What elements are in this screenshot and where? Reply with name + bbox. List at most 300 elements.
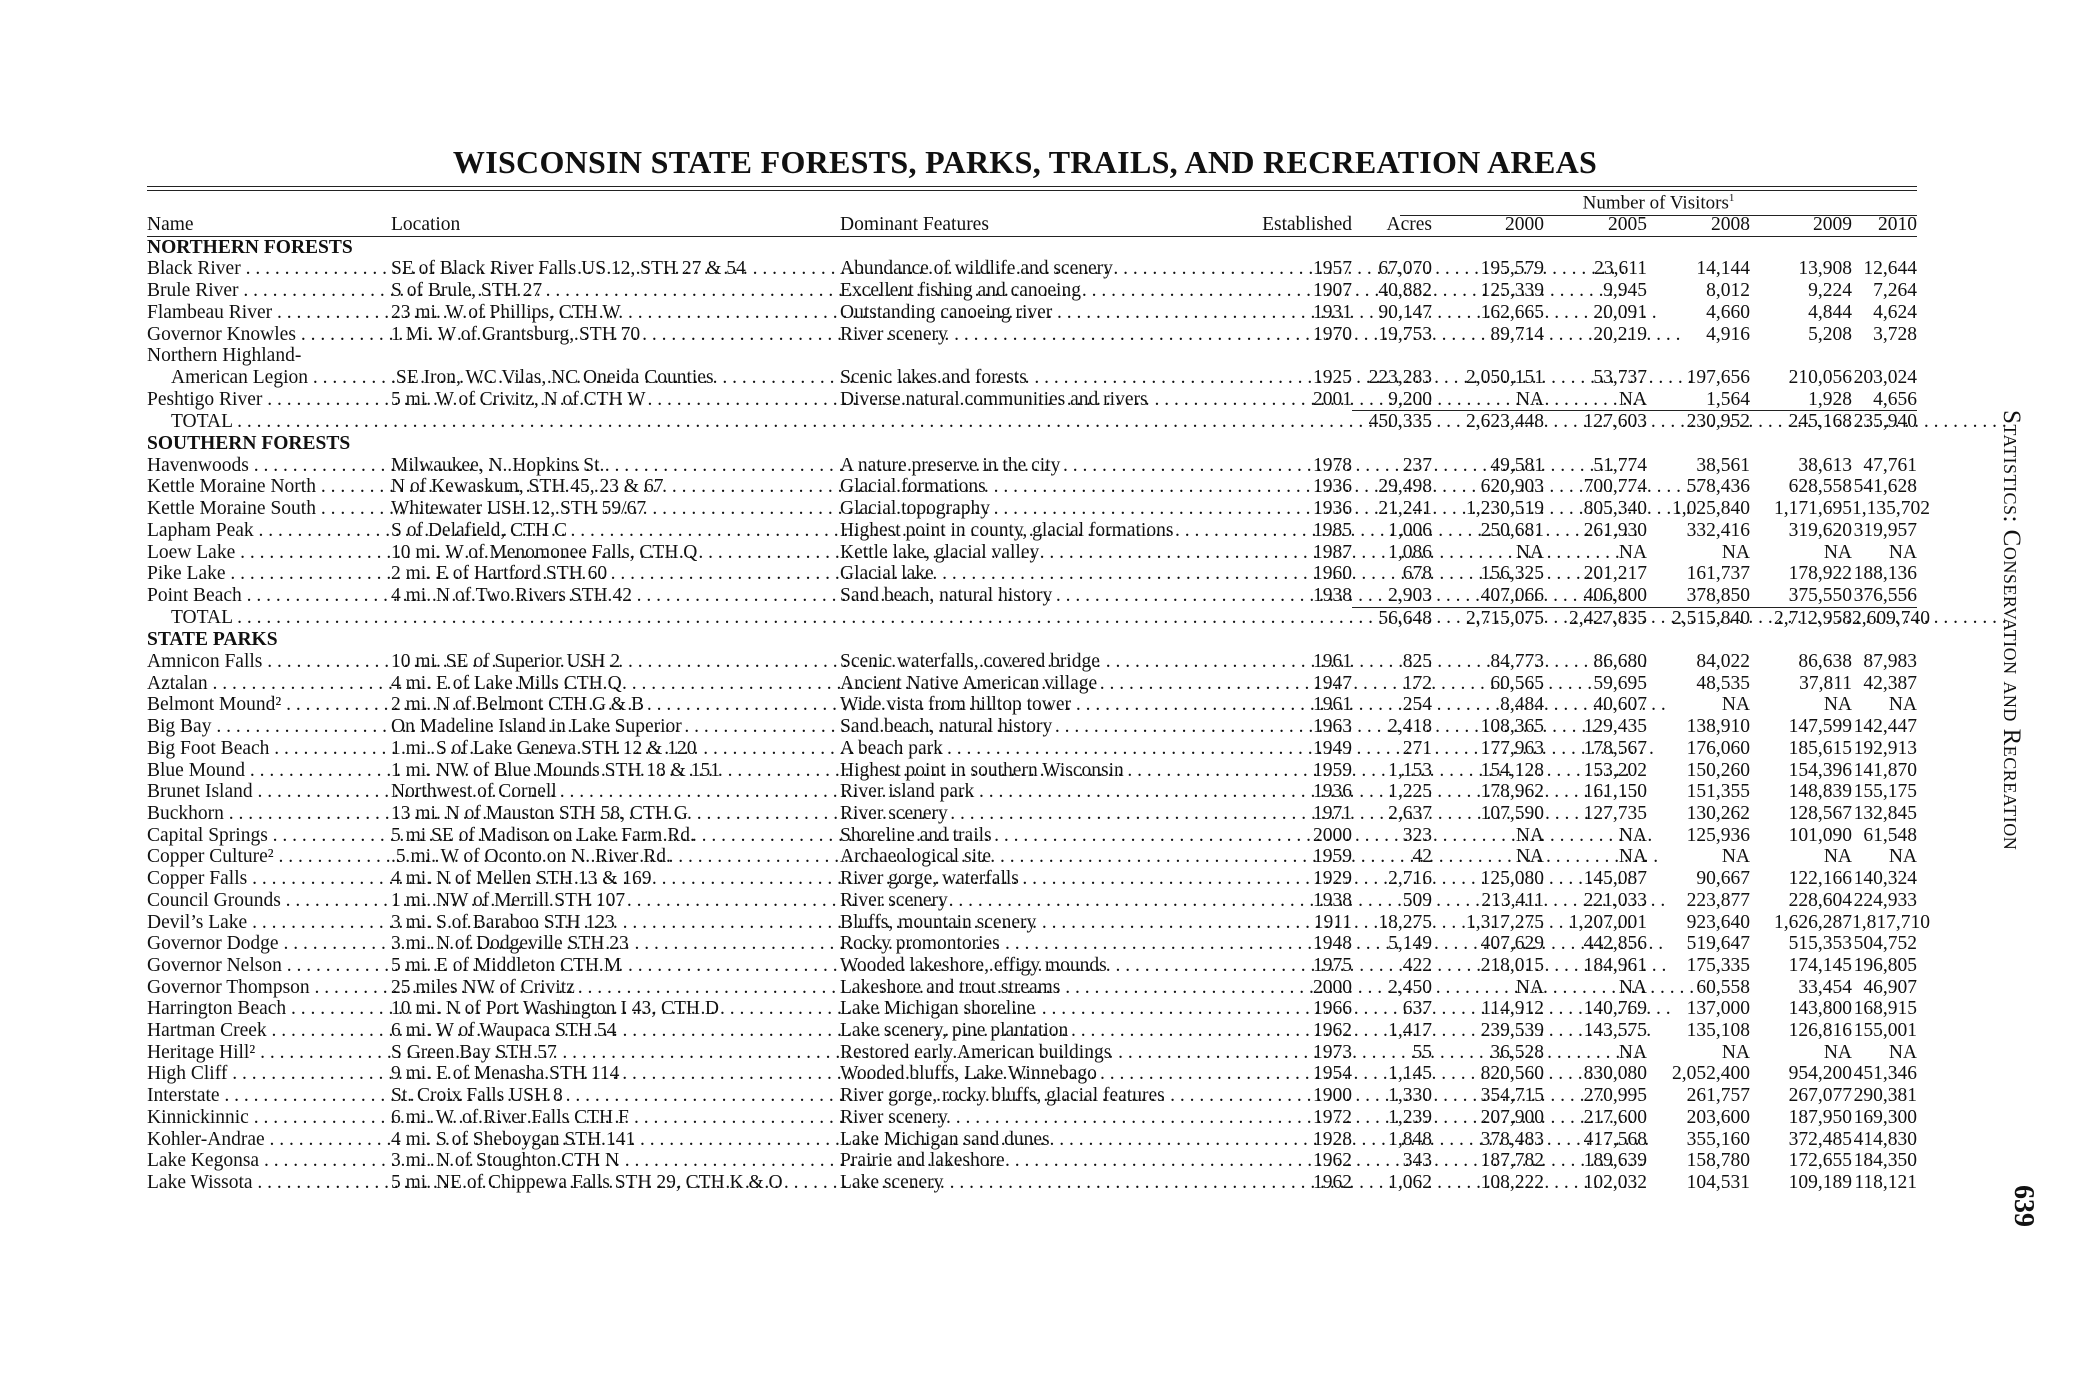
- table-row: [147, 673, 1917, 695]
- cell-acres: 2,637: [1388, 802, 1432, 824]
- cell-acres: 237: [1402, 454, 1432, 476]
- area-name-text: Northern Highland-: [147, 345, 302, 367]
- cell-v2005: 23,611: [1594, 258, 1647, 280]
- cell-v2000: 378,483: [1480, 1128, 1544, 1150]
- area-name-text: Kohler-Andrae . . .: [147, 1129, 1649, 1150]
- cell-v2008: 38,561: [1696, 454, 1750, 476]
- area-name-text: Harrington Beach . . .: [147, 998, 1671, 1019]
- total-v2009: 245,168: [1788, 411, 1852, 433]
- cell-v2000: 162,665: [1480, 301, 1544, 323]
- cell-location: 4 mi. N of Mellen STH 13 & 169: [391, 868, 652, 890]
- area-name: [147, 738, 391, 760]
- cell-v2008: 150,260: [1686, 759, 1750, 781]
- cell-location: 3 mi. N of Stoughton CTH N: [391, 1150, 620, 1172]
- cell-v2010: 87,983: [1863, 651, 1917, 673]
- cell-v2005: NA: [1618, 541, 1647, 563]
- cell-features: Rocky promontories: [840, 933, 1000, 955]
- cell-v2000: NA: [1515, 824, 1544, 846]
- table-row: [147, 760, 1917, 782]
- area-name: [147, 280, 391, 302]
- total-row: [147, 607, 1917, 629]
- cell-v2010: 61,548: [1863, 824, 1917, 846]
- area-name-text: Belmont Mound² . . .: [147, 694, 1666, 715]
- area-name: [147, 389, 391, 411]
- cell-v2005: 127,735: [1583, 802, 1647, 824]
- cell-v2005: NA: [1618, 976, 1647, 998]
- cell-v2005: 140,769: [1583, 998, 1647, 1020]
- cell-v2010: 224,933: [1853, 889, 1917, 911]
- cell-v2005: NA: [1618, 1041, 1647, 1063]
- cell-acres: [1352, 345, 1432, 367]
- cell-location: 13 mi. N of Mauston STH 58, CTH G: [391, 802, 688, 824]
- cell-established: 1971: [1313, 802, 1352, 824]
- cell-v2009: [1750, 345, 1852, 367]
- cell-v2008: 48,535: [1696, 672, 1750, 694]
- cell-acres: 5,149: [1388, 933, 1432, 955]
- cell-v2000: NA: [1515, 976, 1544, 998]
- cell-v2010: 155,001: [1853, 1020, 1917, 1042]
- recreation-areas-table: [147, 214, 1930, 1194]
- cell-v2000: 49,581: [1490, 454, 1544, 476]
- cell-v2010: 192,913: [1853, 737, 1917, 759]
- cell-v2000: 108,365: [1480, 716, 1544, 738]
- cell-v2000: 178,962: [1480, 781, 1544, 803]
- cell-acres: 1,225: [1388, 781, 1432, 803]
- col-header-2005: 2005: [1544, 214, 1647, 236]
- cell-established: 1949: [1313, 737, 1352, 759]
- cell-features: River scenery: [840, 323, 948, 345]
- cell-location: 1 Mi. W of Grantsburg, STH 70: [391, 323, 641, 345]
- cell-acres: 1,006: [1388, 519, 1432, 541]
- cell-location: .SE Iron, WC Vilas, NC Oneida Counties: [391, 366, 714, 388]
- total-v2010: 2,609,740: [1852, 607, 1930, 629]
- cell-v2005: NA: [1544, 389, 1647, 411]
- cell-established: 1962: [1313, 1171, 1352, 1193]
- cell-features: Excellent fishing and canoeing: [840, 280, 1081, 302]
- cell-acres: 1,062: [1388, 1171, 1432, 1193]
- area-name-text: American Legion . . .: [171, 367, 1693, 388]
- area-name: [147, 825, 391, 847]
- cell-location: 4 mi. E of Lake Mills CTH Q: [391, 672, 622, 694]
- cell-v2010: 188,136: [1853, 563, 1917, 585]
- cell-v2008: 1,025,840: [1672, 498, 1750, 520]
- cell-v2000: 156,325: [1480, 563, 1544, 585]
- cell-acres: 343: [1402, 1150, 1432, 1172]
- cell-v2008: 223,877: [1686, 889, 1750, 911]
- area-name-text: Copper Culture² . . .: [147, 846, 1658, 867]
- area-name-text: Governor Thompson . . .: [147, 977, 1694, 998]
- area-name-text: Flambeau River . . .: [147, 302, 1657, 323]
- cell-v2009: 187,950: [1788, 1106, 1852, 1128]
- area-name-text: Kinnickinnic . . .: [147, 1107, 1633, 1128]
- area-name-text: Governor Knowles . . .: [147, 324, 1680, 345]
- table-row: [147, 912, 1917, 934]
- cell-acres: 509: [1402, 889, 1432, 911]
- cell-established: 1938: [1313, 889, 1352, 911]
- table-row: [147, 280, 1917, 302]
- table-row: [147, 694, 1917, 716]
- area-name: [147, 933, 391, 955]
- cell-v2010: 4,624: [1873, 301, 1917, 323]
- cell-v2000: 218,015: [1480, 954, 1544, 976]
- area-name-text: Pike Lake . . .: [147, 563, 1610, 584]
- area-name: [147, 345, 391, 367]
- cell-features: Sand beach, natural history: [840, 716, 1053, 738]
- cell-features: River gorge, rocky bluffs, glacial features: [840, 1085, 1165, 1107]
- cell-features: Glacial formations: [840, 476, 986, 498]
- cell-acres: 2,450: [1388, 976, 1432, 998]
- area-name-text: Blue Mound . . .: [147, 760, 1630, 781]
- col-header-2000: 2000: [1432, 214, 1544, 236]
- cell-v2008: [1647, 345, 1750, 367]
- cell-v2000: 36,528: [1490, 1041, 1544, 1063]
- cell-v2010: 1,135,702: [1852, 498, 1930, 520]
- cell-established: 1959: [1313, 759, 1352, 781]
- table-row: [147, 1172, 1917, 1194]
- area-name: [147, 1063, 391, 1085]
- cell-v2009: 515,353: [1788, 933, 1852, 955]
- page-title: WISCONSIN STATE FORESTS, PARKS, TRAILS, AND RECREATION AREAS: [452, 144, 1598, 180]
- col-header-2009: 2009: [1750, 214, 1852, 236]
- cell-v2010: 196,805: [1853, 954, 1917, 976]
- cell-location: 5 mi. E of Middleton CTH M: [391, 954, 622, 976]
- area-name-text: Havenwoods . . .: [147, 455, 1633, 476]
- area-name: [147, 890, 391, 912]
- cell-v2010: 319,957: [1853, 519, 1917, 541]
- area-name-text: Black River . . .: [147, 258, 1625, 279]
- cell-v2000: 84,773: [1490, 651, 1544, 673]
- cell-location: 5 mi. W of Crivitz, N of CTH W: [391, 388, 646, 410]
- cell-acres: 1,848: [1388, 1128, 1432, 1150]
- cell-v2005: 9,945: [1603, 280, 1647, 302]
- cell-v2009: 5,208: [1808, 323, 1852, 345]
- area-name-text: Devil’s Lake . . .: [147, 912, 1632, 933]
- cell-v2009: 38,613: [1798, 454, 1852, 476]
- table-row: [147, 1085, 1917, 1107]
- cell-acres: 1,145: [1388, 1063, 1432, 1085]
- cell-v2000: 187,782: [1480, 1150, 1544, 1172]
- cell-v2009: 101,090: [1788, 824, 1852, 846]
- cell-v2000: 195,579: [1480, 258, 1544, 280]
- cell-v2010: 414,830: [1853, 1128, 1917, 1150]
- cell-v2009: 185,615: [1788, 737, 1852, 759]
- cell-acres: 18,275: [1378, 911, 1432, 933]
- cell-location: 9 mi. E of Menasha STH 114: [391, 1063, 620, 1085]
- cell-location: 6 mi. W of Waupaca STH 54: [391, 1020, 617, 1042]
- cell-v2008: 130,262: [1686, 802, 1750, 824]
- cell-acres: 42: [1412, 846, 1432, 868]
- cell-established: 1961: [1313, 694, 1352, 716]
- area-name: [147, 563, 391, 585]
- table-row: [147, 803, 1917, 825]
- cell-v2000: 407,629: [1480, 933, 1544, 955]
- area-name: [147, 781, 391, 803]
- section-heading-row: [147, 629, 1917, 651]
- area-name: [147, 1172, 391, 1194]
- table-row: [147, 651, 1917, 673]
- total-v2000: 2,715,075: [1466, 607, 1544, 629]
- cell-acres: 67,070: [1378, 258, 1432, 280]
- cell-v2009: 9,224: [1808, 280, 1852, 302]
- cell-established: 1936: [1313, 781, 1352, 803]
- cell-location: Milwaukee, N. Hopkins St.: [391, 454, 605, 476]
- cell-location: S Green Bay STH 57: [391, 1041, 557, 1063]
- section-heading: NORTHERN FORESTS: [147, 236, 353, 258]
- cell-v2008: 2,052,400: [1672, 1063, 1750, 1085]
- cell-v2010: 12,644: [1863, 258, 1917, 280]
- table-row: [147, 345, 1917, 367]
- area-name-text: Governor Dodge . . .: [147, 933, 1663, 954]
- cell-v2010: 541,628: [1853, 476, 1917, 498]
- cell-features: Lake Michigan shoreline: [840, 998, 1035, 1020]
- table-header-row: [147, 214, 1917, 236]
- cell-established: 1985: [1313, 519, 1352, 541]
- cell-features: Kettle lake, glacial valley: [840, 541, 1040, 563]
- cell-location: S of Brule, STH 27: [391, 280, 543, 302]
- cell-v2000: 107,590: [1480, 802, 1544, 824]
- cell-v2008: NA: [1721, 846, 1750, 868]
- cell-location: 3 mi. S of Baraboo STH 123: [391, 911, 615, 933]
- table-row: [147, 825, 1917, 847]
- cell-v2005: 102,032: [1583, 1171, 1647, 1193]
- cell-established: 1907: [1313, 280, 1352, 302]
- cell-acres: 1,153: [1388, 759, 1432, 781]
- cell-v2010: 3,728: [1873, 323, 1917, 345]
- cell-established: 1973: [1313, 1041, 1352, 1063]
- cell-v2005: 830,080: [1583, 1063, 1647, 1085]
- cell-v2000: 407,066: [1432, 585, 1544, 607]
- cell-v2000: 125,339: [1480, 280, 1544, 302]
- cell-v2000: NA: [1515, 846, 1544, 868]
- cell-v2005: NA: [1618, 846, 1647, 868]
- area-name: [147, 1107, 391, 1129]
- total-label: [147, 411, 1352, 433]
- cell-features: Lakeshore and trout streams: [840, 976, 1061, 998]
- cell-location: 10 mi. SE of Superior USH 2: [391, 651, 621, 673]
- cell-v2005: 406,800: [1544, 585, 1647, 607]
- cell-location: 3 mi. N of Dodgeville STH 23: [391, 933, 629, 955]
- cell-location: Whitewater USH 12, STH 59/67: [391, 498, 647, 520]
- cell-v2000: 213,411: [1481, 889, 1544, 911]
- table-row: [147, 520, 1917, 542]
- cell-features: Lake scenery, pine plantation: [840, 1020, 1069, 1042]
- cell-acres: 254: [1402, 694, 1432, 716]
- cell-established: 1970: [1313, 323, 1352, 345]
- area-name-text: Big Bay . . .: [147, 716, 1596, 737]
- cell-v2008: 14,144: [1696, 258, 1750, 280]
- cell-v2009: 210,056: [1788, 366, 1852, 388]
- cell-v2005: 59,695: [1593, 672, 1647, 694]
- cell-features: Shoreline and trails: [840, 824, 992, 846]
- area-name-text: Lapham Peak . . .: [147, 520, 1638, 541]
- area-name: [147, 912, 391, 934]
- cell-location: 4 mi. N of Two Rivers STH 42: [391, 584, 632, 606]
- total-v2009: 2,712,958: [1774, 607, 1852, 629]
- cell-v2010: 376,556: [1853, 584, 1917, 606]
- cell-v2008: NA: [1721, 1041, 1750, 1063]
- area-name: [147, 868, 391, 890]
- cell-v2008: 175,335: [1686, 954, 1750, 976]
- cell-features: Wide vista from hilltop tower: [840, 694, 1072, 716]
- cell-v2008: 138,910: [1686, 716, 1750, 738]
- cell-v2010: [1852, 345, 1917, 367]
- area-name: [147, 585, 391, 607]
- cell-v2008: 261,757: [1686, 1085, 1750, 1107]
- cell-v2005: 270,995: [1583, 1085, 1647, 1107]
- cell-location: 2 mi. E of Hartford STH 60: [391, 563, 608, 585]
- cell-v2008: 923,640: [1686, 911, 1750, 933]
- cell-v2008: 60,558: [1696, 976, 1750, 998]
- cell-features: Lake scenery: [840, 1171, 944, 1193]
- cell-location: SE of Black River Falls US 12, STH 27 & 54: [391, 258, 746, 280]
- col-header-features: Dominant Features: [840, 214, 1228, 236]
- cell-v2000: 154,128: [1480, 759, 1544, 781]
- cell-features: Diverse natural communities and rivers: [840, 388, 1148, 410]
- area-name: [147, 998, 391, 1020]
- cell-v2008: 151,355: [1686, 781, 1750, 803]
- cell-v2010: 184,350: [1853, 1150, 1917, 1172]
- cell-v2005: 153,202: [1583, 759, 1647, 781]
- cell-acres: 90,147: [1378, 301, 1432, 323]
- table-row: [147, 542, 1917, 564]
- cell-features: Sand beach, natural history: [840, 584, 1053, 606]
- cell-location: St. Croix Falls USH 8: [391, 1085, 563, 1107]
- cell-v2010: 46,907: [1863, 976, 1917, 998]
- cell-v2008: 578,436: [1686, 476, 1750, 498]
- cell-features: Prairie and lakeshore: [840, 1150, 1005, 1172]
- cell-features: Wooded bluffs, Lake Winnebago: [840, 1063, 1097, 1085]
- cell-v2008: 176,060: [1686, 737, 1750, 759]
- cell-v2010: 140,324: [1853, 868, 1917, 890]
- cell-location: 1 mi. S of Lake Geneva STH 12 & 120: [391, 737, 697, 759]
- total-acres: 56,648: [1378, 607, 1432, 629]
- area-name-text: Lake Wissota . . .: [147, 1172, 1637, 1193]
- cell-v2009: 148,839: [1788, 781, 1852, 803]
- area-name: [147, 1129, 391, 1151]
- cell-v2005: 1,207,001: [1569, 911, 1647, 933]
- cell-acres: 2,903: [1352, 585, 1432, 607]
- cell-location: [391, 345, 840, 367]
- cell-v2009: 178,922: [1788, 563, 1852, 585]
- cell-v2010: NA: [1888, 1041, 1917, 1063]
- cell-v2008: 90,667: [1696, 868, 1750, 890]
- table-row: [147, 933, 1917, 955]
- area-name: [147, 1042, 391, 1064]
- cell-v2005: 86,680: [1593, 651, 1647, 673]
- area-name-text: Brunet Island . . .: [147, 781, 1637, 802]
- cell-v2009: 267,077: [1788, 1085, 1852, 1107]
- cell-v2010: NA: [1888, 541, 1917, 563]
- cell-features: River scenery: [840, 802, 948, 824]
- cell-v2000: 354,715: [1480, 1085, 1544, 1107]
- cell-established: 2001: [1313, 388, 1352, 410]
- table-body: [147, 236, 1930, 1193]
- cell-v2005: 217,600: [1583, 1106, 1647, 1128]
- cell-features: Highest point in southern Wisconsin: [840, 759, 1124, 781]
- table-row: [147, 781, 1917, 803]
- title-rule-2: [147, 190, 1917, 191]
- cell-location: 10 mi. N of Port Washington I 43, CTH D: [391, 998, 719, 1020]
- table-row: [147, 738, 1917, 760]
- cell-location: 1 mi. NW of Merrill STH 107: [391, 889, 626, 911]
- table-row: [147, 846, 1917, 868]
- side-running-title: Statistics: Conservation and Recreation: [1998, 410, 2025, 851]
- cell-v2009: NA: [1823, 846, 1852, 868]
- cell-established: 1911: [1313, 911, 1352, 933]
- cell-established: 1975: [1313, 954, 1352, 976]
- cell-v2005: 20,091: [1593, 301, 1647, 323]
- area-name-text: Point Beach . . .: [147, 585, 1626, 606]
- cell-acres: 21,241: [1378, 498, 1432, 520]
- cell-v2010: 47,761: [1863, 454, 1917, 476]
- table-row: [147, 890, 1917, 912]
- cell-v2008: 8,012: [1706, 280, 1750, 302]
- total-label: [147, 607, 1352, 629]
- table-row: [147, 998, 1917, 1020]
- cell-v2008: 104,531: [1686, 1171, 1750, 1193]
- cell-acres: 19,753: [1378, 323, 1432, 345]
- col-header-2008: 2008: [1647, 214, 1750, 236]
- col-header-acres: Acres: [1352, 214, 1432, 236]
- col-header-location: Location: [391, 214, 840, 236]
- cell-features: Scenic lakes and forests: [840, 366, 1027, 388]
- cell-location: Northwest of Cornell: [391, 781, 557, 803]
- cell-v2009: 319,620: [1788, 519, 1852, 541]
- cell-v2008: 1,564: [1647, 389, 1750, 411]
- cell-established: 1936: [1313, 476, 1352, 498]
- cell-features: Lake Michigan sand dunes: [840, 1128, 1050, 1150]
- table-row: [147, 367, 1917, 389]
- cell-v2005: 143,575: [1583, 1020, 1647, 1042]
- cell-v2008: 84,022: [1696, 651, 1750, 673]
- area-name-text: Interstate . . .: [147, 1085, 1604, 1106]
- area-name: [147, 1150, 391, 1172]
- cell-v2010: 142,447: [1853, 716, 1917, 738]
- table-row: [147, 1042, 1917, 1064]
- title-rule: [147, 186, 1917, 187]
- cell-v2009: 174,145: [1788, 954, 1852, 976]
- cell-established: 1966: [1313, 998, 1352, 1020]
- area-name-text: High Cliff . . .: [147, 1063, 1612, 1084]
- cell-established: 1963: [1313, 716, 1352, 738]
- table-row: [147, 1063, 1917, 1085]
- area-name: [147, 673, 391, 695]
- col-header-name: Name: [147, 214, 391, 236]
- cell-v2000: 2,050,151: [1466, 366, 1544, 388]
- cell-v2000: 239,539: [1480, 1020, 1544, 1042]
- cell-v2009: 128,567: [1788, 802, 1852, 824]
- cell-location: On Madeline Island in Lake Superior: [391, 716, 682, 738]
- cell-v2009: 147,599: [1788, 716, 1852, 738]
- area-name: [147, 258, 391, 280]
- area-name-text: Lake Kegonsa . . .: [147, 1150, 1644, 1171]
- cell-v2009: NA: [1823, 694, 1852, 716]
- cell-features: Glacial lake: [840, 563, 934, 585]
- cell-location: S of Delafield, CTH C: [391, 519, 568, 541]
- cell-established: 2000: [1313, 824, 1352, 846]
- cell-acres: 29,498: [1378, 476, 1432, 498]
- cell-acres: 422: [1402, 954, 1432, 976]
- cell-acres: 323: [1402, 824, 1432, 846]
- area-name: [147, 367, 391, 389]
- area-name: [147, 498, 391, 520]
- cell-location: 5 mi SE of Madison on Lake Farm Rd.: [391, 824, 695, 846]
- cell-features: Restored early American buildings: [840, 1041, 1112, 1063]
- table-row: [147, 258, 1917, 280]
- cell-v2010: 155,175: [1853, 781, 1917, 803]
- cell-v2000: 89,714: [1490, 323, 1544, 345]
- cell-v2005: 201,217: [1583, 563, 1647, 585]
